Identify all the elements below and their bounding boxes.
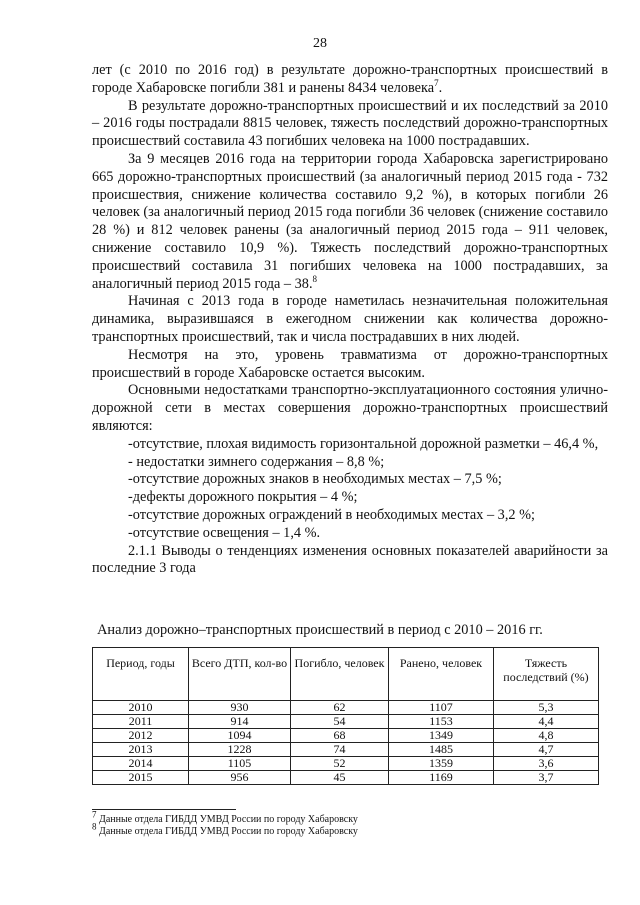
table-cell: 1169 — [389, 771, 494, 785]
table-cell: 1094 — [189, 729, 291, 743]
table-header-row — [93, 648, 599, 701]
list-item: -отсутствие дорожных знаков в необходимых местах – 7,5 %; — [128, 471, 502, 488]
table-cell: 2014 — [93, 757, 189, 771]
table-cell: 4,8 — [494, 729, 599, 743]
footnotes — [92, 809, 358, 838]
table-row — [93, 743, 599, 757]
column-header: Период, годы — [93, 648, 189, 701]
footnote: $^7$ Данные отдела ГИБДД УМВД России по городу Хабаровску — [92, 809, 358, 825]
table-cell: 1228 — [189, 743, 291, 757]
table-row — [93, 715, 599, 729]
footnote-divider — [92, 809, 236, 810]
paragraph-nine-months-2016: За 9 месяцев 2016 года на территории города Хабаровска зарегистрировано 665 дорожно-транспортных происшествий (за аналогичный период 2015 года - 732 происшествия, снижение количества составило 9,2 %), в которых погибли 26 человек (за аналогичный период 2015 года погибли 36 человек (снижение составило 28 %) и 812 человек ранены (за аналогичный период 2015 года – 911 человек, снижение составило 10,9 %). Тяжесть последствий дорожно-транспортных происшествий составила 31 погибших человека на 1000 пострадавших, за аналогичный период 2015 года – 38.$^8$ — [92, 150, 608, 292]
table-cell: 1107 — [389, 701, 494, 715]
table-cell: 930 — [189, 701, 291, 715]
table-cell: 74 — [291, 743, 389, 757]
table-cell: 914 — [189, 715, 291, 729]
table-row — [93, 771, 599, 785]
list-item: -дефекты дорожного покрытия – 4 %; — [128, 489, 358, 506]
table-cell: 3,7 — [494, 771, 599, 785]
list-item: -отсутствие, плохая видимость горизонтальной дорожной разметки – 46,4 %, — [128, 435, 599, 452]
footnote-mark: 7 — [92, 809, 97, 820]
table-cell: 62 — [291, 701, 389, 715]
footnote-ref[interactable]: 7 — [434, 78, 439, 89]
table-cell: 2012 — [93, 729, 189, 743]
table-cell: 2011 — [93, 715, 189, 729]
column-header: Тяжесть последствий (%) — [494, 648, 599, 701]
accident-stats-table — [92, 647, 599, 785]
table-cell: 54 — [291, 715, 389, 729]
column-header: Ранено, человек — [389, 648, 494, 701]
table-cell: 956 — [189, 771, 291, 785]
paragraph-deficiencies-intro: Основными недостатками транспортно-эксплуатационного состояния улично-дорожной сети в местах совершения дорожно-транспортных происшествий являются: — [92, 382, 608, 434]
footnote: $^8$ Данные отдела ГИБДД УМВД России по городу Хабаровску — [92, 821, 358, 837]
paragraph-positive-dynamics: Начиная с 2013 года в городе наметилась незначительная положительная динамика, выразившаяся в ежегодном снижении как количества дорожно-транспортных происшествий, так и числа пострадавших в них людей. — [92, 293, 608, 345]
table-cell: 1485 — [389, 743, 494, 757]
table-cell: 1359 — [389, 757, 494, 771]
table-cell: 3,6 — [494, 757, 599, 771]
section-heading: 2.1.1 Выводы о тенденциях изменения основных показателей аварийности за последние 3 года — [92, 542, 608, 577]
footnote-mark: 8 — [92, 821, 97, 832]
table-row — [93, 701, 599, 715]
table-cell: 2015 — [93, 771, 189, 785]
table-cell: 5,3 — [494, 701, 599, 715]
table-cell: 1349 — [389, 729, 494, 743]
table-cell: 2013 — [93, 743, 189, 757]
paragraph-injury-level: Несмотря на это, уровень травматизма от дорожно-транспортных происшествий в городе Хабаровске остается высоким. — [92, 346, 608, 381]
list-item: -отсутствие освещения – 1,4 %. — [128, 524, 321, 541]
page-number: 28 — [313, 36, 327, 51]
table-row — [93, 757, 599, 771]
table-caption: Анализ дорожно–транспортных происшествий в период с 2010 – 2016 гг. — [97, 622, 543, 638]
table-cell: 4,7 — [494, 743, 599, 757]
footnote-ref[interactable]: 8 — [312, 273, 318, 284]
list-item: -отсутствие дорожных ограждений в необходимых местах – 3,2 %; — [128, 506, 536, 523]
table-row — [93, 729, 599, 743]
paragraph-continued: лет (с 2010 по 2016 год) в результате дорожно-транспортных происшествий в городе Хабаровске погибли 381 и ранены 8434 человека$^7$. — [92, 62, 608, 96]
column-header: Всего ДТП, кол-во — [189, 648, 291, 701]
table-cell: 1153 — [389, 715, 494, 729]
paragraph-casualties-summary: В результате дорожно-транспортных происшествий и их последствий за 2010 – 2016 годы пострадали 8815 человек, тяжесть последствий дорожно-транспортных происшествий составила 43 погибших человека на 1000 пострадавших. — [92, 97, 608, 150]
table-cell: 52 — [291, 757, 389, 771]
list-item: - недостатки зимнего содержания – 8,8 %; — [128, 453, 385, 470]
body-text — [92, 62, 608, 578]
table-cell: 4,4 — [494, 715, 599, 729]
table-cell: 68 — [291, 729, 389, 743]
table-cell: 45 — [291, 771, 389, 785]
table-cell: 1105 — [189, 757, 291, 771]
table-cell: 2010 — [93, 701, 189, 715]
column-header: Погибло, человек — [291, 648, 389, 701]
